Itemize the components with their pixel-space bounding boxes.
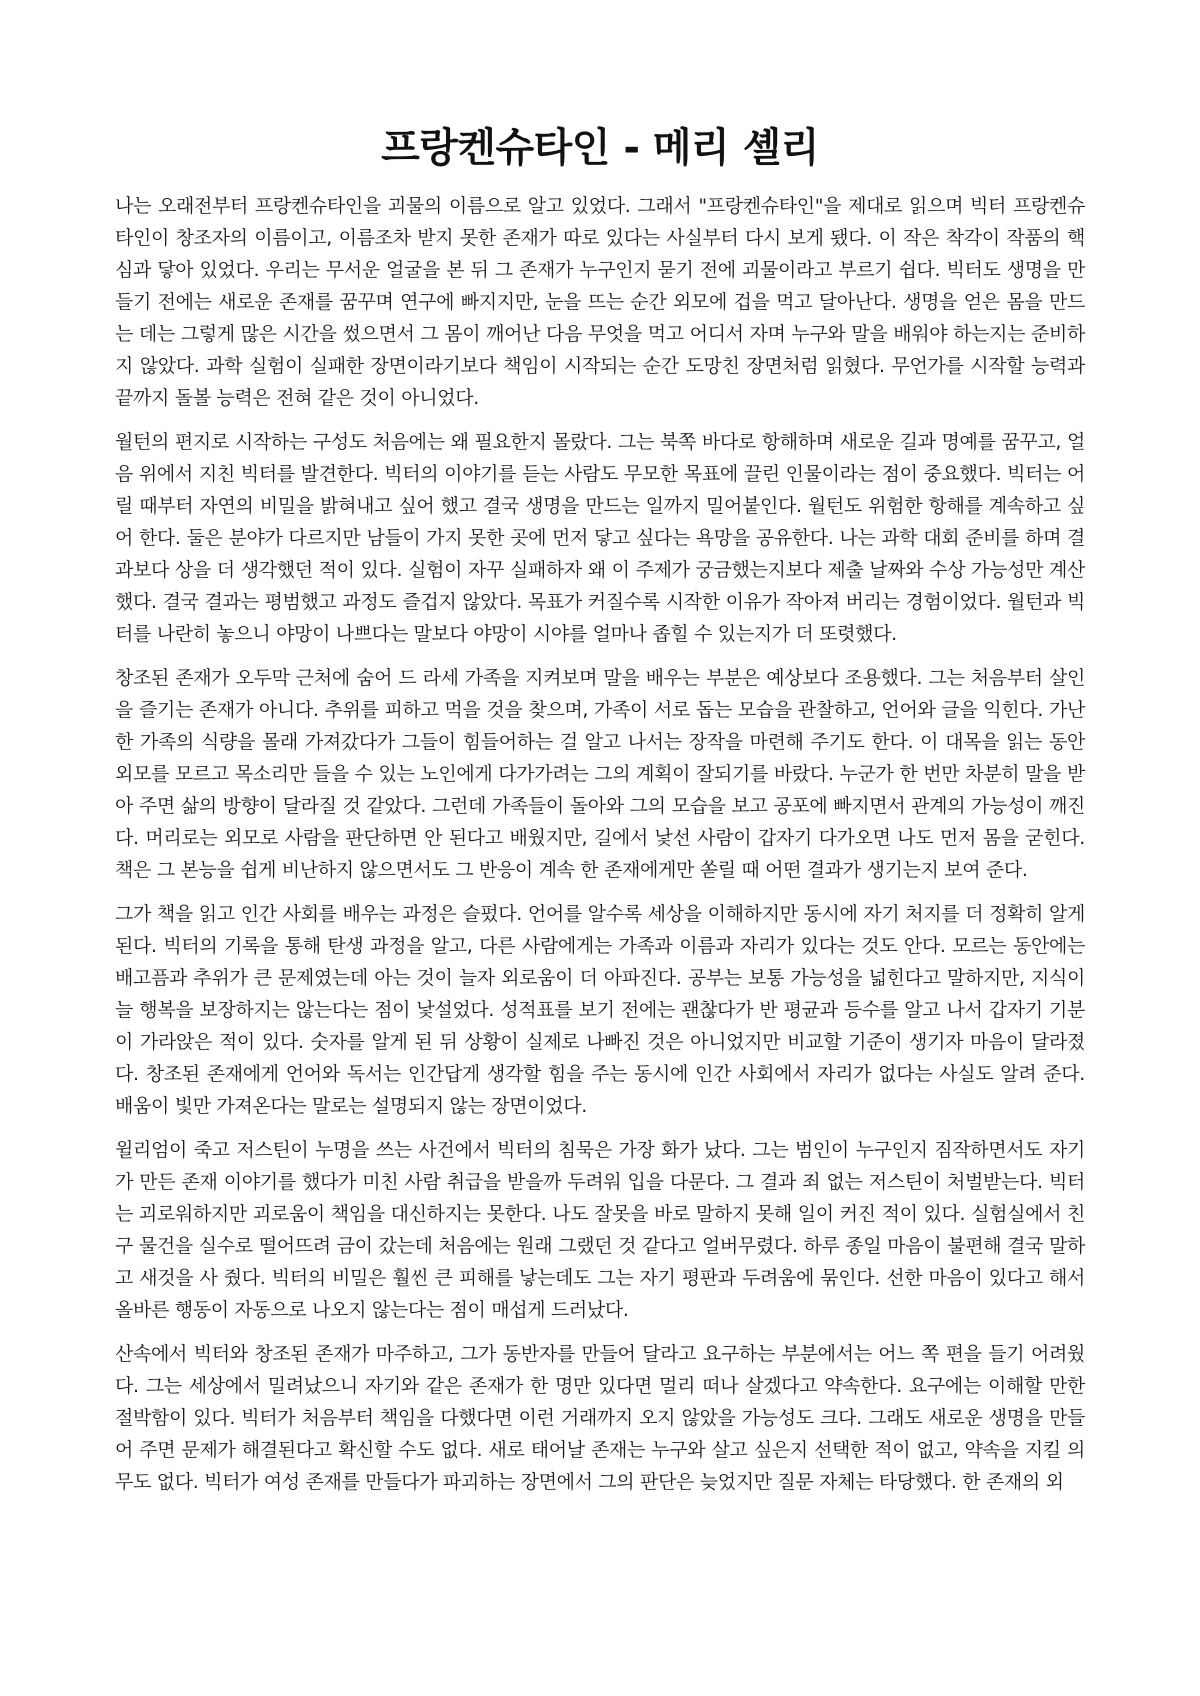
document-body [115, 190, 1085, 1498]
paragraph: 창조된 존재가 오두막 근처에 숨어 드 라세 가족을 지켜보며 말을 배우는 부분은 예상보다 조용했다. 그는 처음부터 살인을 즐기는 존재가 아니다. 추위를 피하고 먹을 것을 찾으며, 가족이 서로 돕는 모습을 관찰하고, 언어와 글을 익힌다. 가난한 가족의 식량을 몰래 가져갔다가 그들이 힘들어하는 걸 알고 나서는 장작을 마련해 주기도 한다. 이 대목을 읽는 동안 외모를 모르고 목소리만 들을 수 있는 노인에게 다가가려는 그의 계획이 잘되기를 바랐다. 누군가 한 번만 차분히 말을 받아 주면 삶의 방향이 달라질 것 같았다. 그런데 가족들이 돌아와 그의 모습을 보고 공포에 빠지면서 관계의 가능성이 깨진다. 머리로는 외모로 사람을 판단하면 안 된다고 배웠지만, 길에서 낯선 사람이 갑자기 다가오면 나도 먼저 몸을 굳힌다. 책은 그 본능을 쉽게 비난하지 않으면서도 그 반응이 계속 한 존재에게만 쏟릴 때 어떤 결과가 생기는지 보여 준다. [115, 667, 1085, 881]
paragraph: 월턴의 편지로 시작하는 구성도 처음에는 왜 필요한지 몰랐다. 그는 북쪽 바다로 항해하며 새로운 길과 명예를 꿈꾸고, 얼음 위에서 지친 빅터를 발견한다. 빅터의 이야기를 듣는 사람도 무모한 목표에 끌린 인물이라는 점이 중요했다. 빅터는 어릴 때부터 자연의 비밀을 밝혀내고 싶어 했고 결국 생명을 만드는 일까지 밀어붙인다. 월턴도 위험한 항해를 계속하고 싶어 한다. 둘은 분야가 다르지만 남들이 가지 못한 곳에 먼저 닿고 싶다는 욕망을 공유한다. 나는 과학 대회 준비를 하며 결과보다 상을 더 생각했던 적이 있다. 실험이 자꾸 실패하자 왜 이 주제가 궁금했는지보다 제출 날짜와 수상 가능성만 계산했다. 결국 결과는 평범했고 과정도 즐겁지 않았다. 목표가 커질수록 시작한 이유가 작아져 버리는 경험이었다. 월턴과 빅터를 나란히 놓으니 야망이 나쁘다는 말보다 야망이 시야를 얼마나 좁힐 수 있는지가 더 또렷했다. [115, 431, 1085, 645]
paragraph: 그가 책을 읽고 인간 사회를 배우는 과정은 슬펐다. 언어를 알수록 세상을 이해하지만 동시에 자기 처지를 더 정확히 알게 된다. 빅터의 기록을 통해 탄생 과정을 알고, 다른 사람에게는 가족과 이름과 자리가 있다는 것도 안다. 모르는 동안에는 배고픔과 추위가 큰 문제였는데 아는 것이 늘자 외로움이 더 아파진다. 공부는 보통 가능성을 넓힌다고 말하지만, 지식이 늘 행복을 보장하지는 않는다는 점이 낯설었다. 성적표를 보기 전에는 괜찮다가 반 평균과 등수를 알고 나서 갑자기 기분이 가라앉은 적이 있다. 숫자를 알게 된 뒤 상황이 실제로 나빠진 것은 아니었지만 비교할 기준이 생기자 마음이 달라졌다. 창조된 존재에게 언어와 독서는 인간답게 생각할 힘을 주는 동시에 인간 사회에서 자리가 없다는 사실도 알려 준다. 배움이 빛만 가져온다는 말로는 설명되지 않는 장면이었다. [115, 903, 1085, 1117]
document-title: 프랑켄슈타인 - 메리 셸리 [381, 125, 819, 171]
paragraph: 나는 오래전부터 프랑켄슈타인을 괴물의 이름으로 알고 있었다. 그래서 "프랑켄슈타인"을 제대로 읽으며 빅터 프랑켄슈타인이 창조자의 이름이고, 이름조차 받지 못한 존재가 따로 있다는 사실부터 다시 보게 됐다. 이 작은 착각이 작품의 핵심과 닿아 있었다. 우리는 무서운 얼굴을 본 뒤 그 존재가 누구인지 묻기 전에 괴물이라고 부르기 쉽다. 빅터도 생명을 만들기 전에는 새로운 존재를 꿈꾸며 연구에 빠지지만, 눈을 뜨는 순간 외모에 겁을 먹고 달아난다. 생명을 얻은 몸을 만드는 데는 그렇게 많은 시간을 썼으면서 그 몸이 깨어난 다음 무엇을 먹고 어디서 자며 누구와 말을 배워야 하는지는 준비하지 않았다. 과학 실험이 실패한 장면이라기보다 책임이 시작되는 순간 도망친 장면처럼 읽혔다. 무언가를 시작할 능력과 끝까지 돌볼 능력은 전혀 같은 것이 아니었다. [115, 195, 1085, 409]
paragraph: 산속에서 빅터와 창조된 존재가 마주하고, 그가 동반자를 만들어 달라고 요구하는 부분에서는 어느 쪽 편을 들기 어려웠다. 그는 세상에서 밀려났으니 자기와 같은 존재가 한 명만 있다면 멀리 떠나 살겠다고 약속한다. 요구에는 이해할 만한 절박함이 있다. 빅터가 처음부터 책임을 다했다면 이런 거래까지 오지 않았을 가능성도 크다. 그래도 새로운 생명을 만들어 주면 문제가 해결된다고 확신할 수도 없다. 새로 태어날 존재는 누구와 살고 싶은지 선택한 적이 없고, 약속을 지킬 의무도 없다. 빅터가 여성 존재를 만들다가 파괴하는 장면에서 그의 판단은 늦었지만 질문 자체는 타당했다. 한 존재의 외 [115, 1343, 1085, 1493]
paragraph: 윌리엄이 죽고 저스틴이 누명을 쓰는 사건에서 빅터의 침묵은 가장 화가 났다. 그는 범인이 누구인지 짐작하면서도 자기가 만든 존재 이야기를 했다가 미친 사람 취급을 받을까 두려워 입을 다문다. 그 결과 죄 없는 저스틴이 처벌받는다. 빅터는 괴로워하지만 괴로움이 책임을 대신하지는 못한다. 나도 잘못을 바로 말하지 못해 일이 커진 적이 있다. 실험실에서 친구 물건을 실수로 떨어뜨려 금이 갔는데 처음에는 원래 그랬던 것 같다고 얼버무렸다. 하루 종일 마음이 불편해 결국 말하고 새것을 사 줬다. 빅터의 비밀은 훨씬 큰 피해를 낳는데도 그는 자기 평판과 두려움에 묶인다. 선한 마음이 있다고 해서 올바른 행동이 자동으로 나오지 않는다는 점이 매섭게 드러났다. [115, 1139, 1085, 1321]
